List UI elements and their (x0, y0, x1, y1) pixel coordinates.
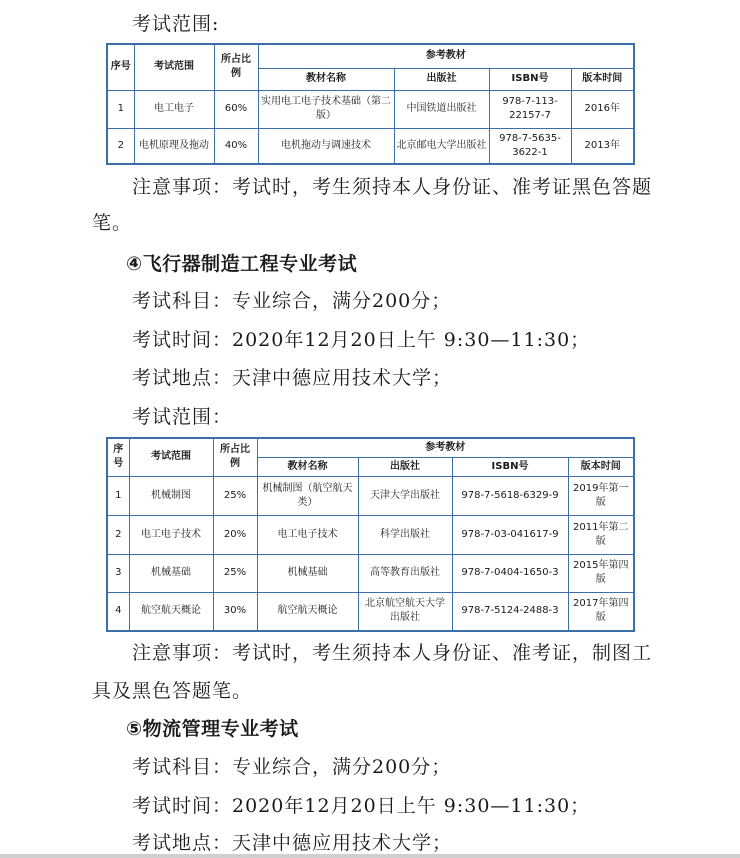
cell-book: 机械制图（航空航天类） (257, 476, 358, 515)
header-edition: 版本时间 (571, 68, 634, 90)
cell-publisher: 科学出版社 (358, 515, 452, 554)
cell-publisher: 北京航空航天大学出版社 (358, 592, 452, 631)
header-reference: 参考教材 (257, 438, 634, 457)
cell-ratio: 25% (213, 554, 257, 592)
exam-place: 考试地点：天津中德应用技术大学； (132, 832, 453, 854)
table-row (107, 128, 634, 164)
cell-scope: 电工电子 (134, 90, 214, 128)
cell-isbn: 978-7-5635-3622-1 (489, 128, 571, 164)
scope-label: 考试范围: (132, 13, 220, 35)
header-ratio: 所占比例 (214, 44, 258, 90)
exam-subject: 考试科目：专业综合，满分200分； (132, 756, 452, 778)
exam-subject: 考试科目：专业综合，满分200分； (132, 290, 452, 312)
cell-seq: 4 (107, 592, 129, 631)
cell-ratio: 20% (213, 515, 257, 554)
cell-book: 实用电工电子技术基础（第二版） (258, 90, 394, 128)
header-ratio: 所占比例 (213, 438, 257, 476)
page-bottom-edge (0, 854, 740, 858)
cell-book: 电工电子技术 (257, 515, 358, 554)
cell-scope: 电机原理及拖动 (134, 128, 214, 164)
header-isbn: ISBN号 (452, 457, 568, 476)
header-edition: 版本时间 (568, 457, 634, 476)
cell-edition: 2019年第一版 (568, 476, 634, 515)
header-book: 教材名称 (258, 68, 394, 90)
scope-label: 考试范围： (132, 406, 233, 428)
header-book: 教材名称 (257, 457, 358, 476)
cell-isbn: 978-7-5618-6329-9 (452, 476, 568, 515)
cell-seq: 2 (107, 128, 134, 164)
table-row (107, 554, 634, 592)
header-seq: 序号 (107, 438, 129, 476)
cell-scope: 电工电子技术 (129, 515, 213, 554)
cell-edition: 2011年第二版 (568, 515, 634, 554)
section-heading-logistics: ⑤物流管理专业考试 (126, 718, 299, 740)
exam-place: 考试地点：天津中德应用技术大学； (132, 367, 453, 389)
header-scope: 考试范围 (129, 438, 213, 476)
exam-table-aircraft (106, 437, 635, 632)
cell-publisher: 中国铁道出版社 (394, 90, 489, 128)
cell-edition: 2013年 (571, 128, 634, 164)
cell-edition: 2017年第四版 (568, 592, 634, 631)
header-scope: 考试范围 (134, 44, 214, 90)
note-text: 注意事项：考试时，考生须持本人身份证、准考证，制图工 (132, 642, 653, 664)
cell-seq: 1 (107, 476, 129, 515)
exam-time: 考试时间：2020年12月20日上午 9:30—11:30； (132, 329, 591, 351)
cell-scope: 机械基础 (129, 554, 213, 592)
cell-seq: 2 (107, 515, 129, 554)
note-text-continued: 笔。 (92, 212, 133, 234)
cell-publisher: 高等教育出版社 (358, 554, 452, 592)
cell-book: 电机拖动与调速技术 (258, 128, 394, 164)
note-text: 注意事项：考试时，考生须持本人身份证、准考证黑色答题 (132, 176, 653, 198)
cell-ratio: 30% (213, 592, 257, 631)
cell-scope: 航空航天概论 (129, 592, 213, 631)
cell-isbn: 978-7-113-22157-7 (489, 90, 571, 128)
cell-publisher: 北京邮电大学出版社 (394, 128, 489, 164)
header-reference: 参考教材 (258, 44, 634, 68)
cell-book: 航空航天概论 (257, 592, 358, 631)
table-row (107, 592, 634, 631)
section-heading-aircraft: ④飞行器制造工程专业考试 (126, 253, 358, 275)
cell-book: 机械基础 (257, 554, 358, 592)
header-seq: 序号 (107, 44, 134, 90)
cell-seq: 1 (107, 90, 134, 128)
header-isbn: ISBN号 (489, 68, 571, 90)
cell-ratio: 40% (214, 128, 258, 164)
cell-scope: 机械制图 (129, 476, 213, 515)
table-row (107, 476, 634, 515)
header-publisher: 出版社 (394, 68, 489, 90)
cell-isbn: 978-7-03-041617-9 (452, 515, 568, 554)
table-row (107, 515, 634, 554)
cell-edition: 2015年第四版 (568, 554, 634, 592)
cell-isbn: 978-7-0404-1650-3 (452, 554, 568, 592)
note-text-continued: 具及黑色答题笔。 (92, 680, 253, 702)
cell-seq: 3 (107, 554, 129, 592)
table-row (107, 90, 634, 128)
cell-edition: 2016年 (571, 90, 634, 128)
exam-time: 考试时间：2020年12月20日上午 9:30—11:30； (132, 795, 591, 817)
cell-isbn: 978-7-5124-2488-3 (452, 592, 568, 631)
header-publisher: 出版社 (358, 457, 452, 476)
exam-table-electrical (106, 43, 635, 165)
cell-publisher: 天津大学出版社 (358, 476, 452, 515)
cell-ratio: 60% (214, 90, 258, 128)
cell-ratio: 25% (213, 476, 257, 515)
